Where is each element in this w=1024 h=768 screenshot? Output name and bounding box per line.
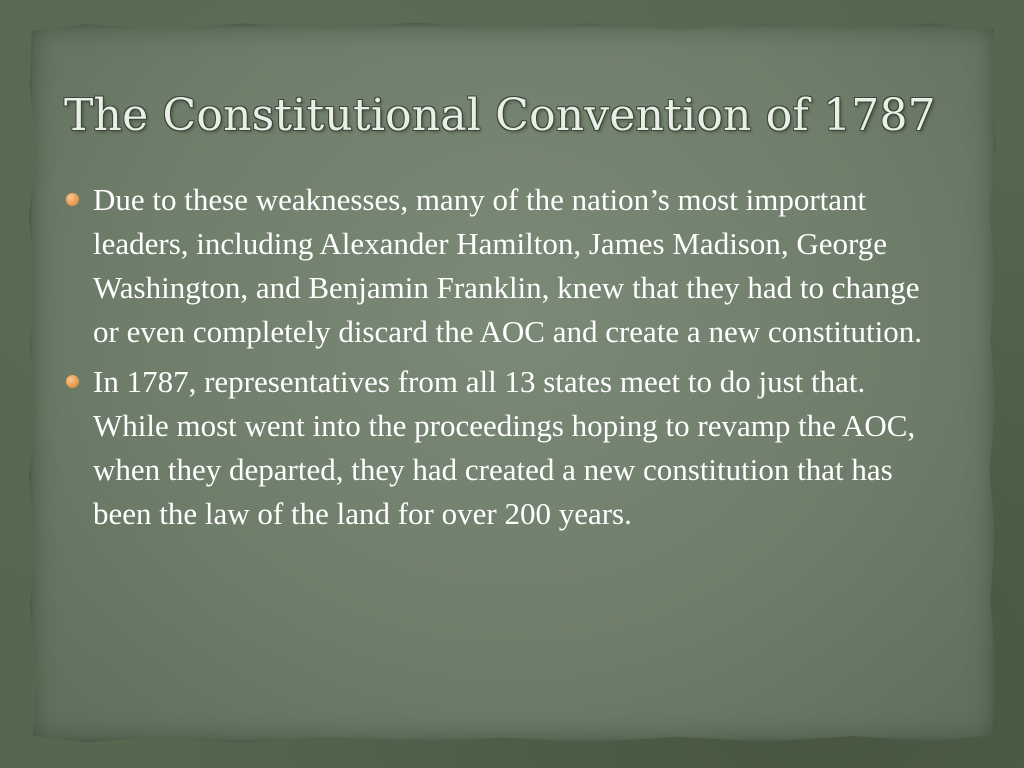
bullet-text: In 1787, representatives from all 13 states meet to do just that. While most went into the proceedings hoping to revamp the AOC, when they departed, they had created a new constitution that has been the law of the land for over 200 years. — [93, 364, 916, 531]
bullet-item — [64, 360, 944, 536]
bullet-dot-icon — [66, 375, 79, 388]
bullet-item — [64, 178, 944, 354]
bullet-dot-icon — [66, 193, 79, 206]
bullet-list — [64, 178, 944, 542]
slide-title: The Constitutional Convention of 1787 — [64, 90, 936, 141]
bullet-text: Due to these weaknesses, many of the nation’s most important leaders, including Alexander Hamilton, James Madison, George Washington, and Benjamin Franklin, knew that they had to change or even completely discard the AOC and create a new constitution. — [93, 182, 922, 349]
